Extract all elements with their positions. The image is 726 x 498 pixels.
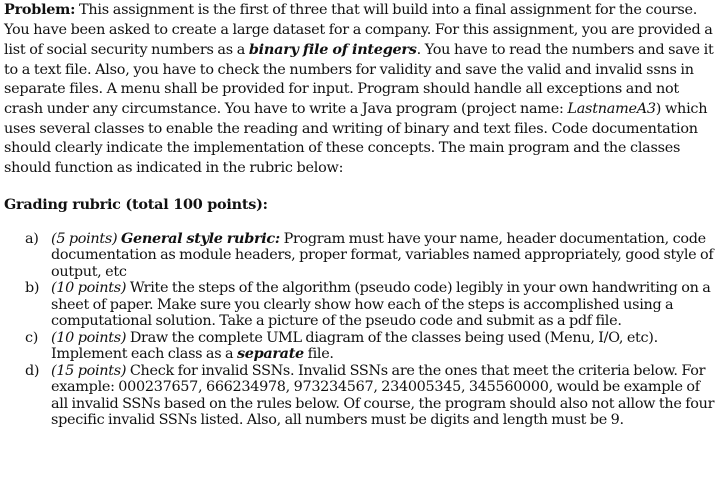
rubric-item-marker: c) bbox=[25, 329, 39, 346]
rubric-heading: Grading rubric (total 100 points): bbox=[4, 196, 268, 214]
rubric-item-points: (10 points) bbox=[51, 280, 127, 297]
rubric-item-points: (15 points) bbox=[51, 362, 127, 379]
rubric-list bbox=[4, 231, 720, 429]
rubric-item-d bbox=[4, 363, 720, 429]
rubric-item-b bbox=[4, 280, 720, 330]
rubric-item-text: Check for invalid SSNs. Invalid SSNs are the ones that meet the criteria below. For example: 000237657, 666234978, 973234567, 234005345, 345560000, would be example of all invalid SSNs based on the rules below. Of course, the program should also not allow the four specific invalid SSNs listed. Also, all numbers must be digits and length must be 9. bbox=[51, 362, 715, 429]
problem-label: Problem: bbox=[4, 1, 76, 18]
binary-file-emphasis: binary file of integers bbox=[248, 41, 417, 59]
problem-text-1: This assignment is the first of three that will build into a final assignment for the course. You have been asked to create a large dataset for a company. For this assignment, you are provided a list of social security numbers as a bbox=[4, 2, 713, 59]
rubric-item-marker: d) bbox=[25, 362, 40, 379]
project-name: LastnameA3 bbox=[567, 100, 656, 117]
separate-emphasis: separate bbox=[236, 345, 304, 363]
rubric-item-text-after: file. bbox=[303, 346, 334, 363]
rubric-item-points: (5 points) bbox=[51, 230, 118, 247]
rubric-item-marker: a) bbox=[25, 230, 39, 247]
problem-text-3: ) which uses several classes to enable the reading and writing of binary and text files. Code documentation should clearly indicate the implementation of these concepts. The main program and the classes should function as indicated in the rubric below: bbox=[4, 100, 708, 176]
rubric-item-text: Draw the complete UML diagram of the classes being used (Menu, I/O, etc). Implement each class as a bbox=[51, 329, 658, 363]
rubric-item-c bbox=[4, 330, 720, 363]
rubric-item-text: Write the steps of the algorithm (pseudo code) legibly in your own handwriting on a sheet of paper. Make sure you clearly show how each of the steps is accomplished using a computational solution. Take a picture of the pseudo code and submit as a pdf file. bbox=[51, 280, 711, 330]
rubric-item-marker: b) bbox=[25, 280, 40, 297]
rubric-item-a bbox=[4, 231, 720, 281]
problem-text-2: . You have to read the numbers and save it to a text file. Also, you have to check the numbers for validity and save the valid and invalid ssns in separate files. A menu shall be provided for input. Program should handle all exceptions and not crash under any circumstance. You have to write a Java program (project name: bbox=[4, 42, 714, 117]
rubric-item-text: Program must have your name, header documentation, code documentation as module headers, proper format, variables named appropriately, good style of output, etc bbox=[51, 230, 714, 280]
problem-paragraph bbox=[4, 0, 720, 178]
rubric-item-points: (10 points) bbox=[51, 329, 127, 346]
rubric-item-title: General style rubric: bbox=[120, 229, 280, 247]
